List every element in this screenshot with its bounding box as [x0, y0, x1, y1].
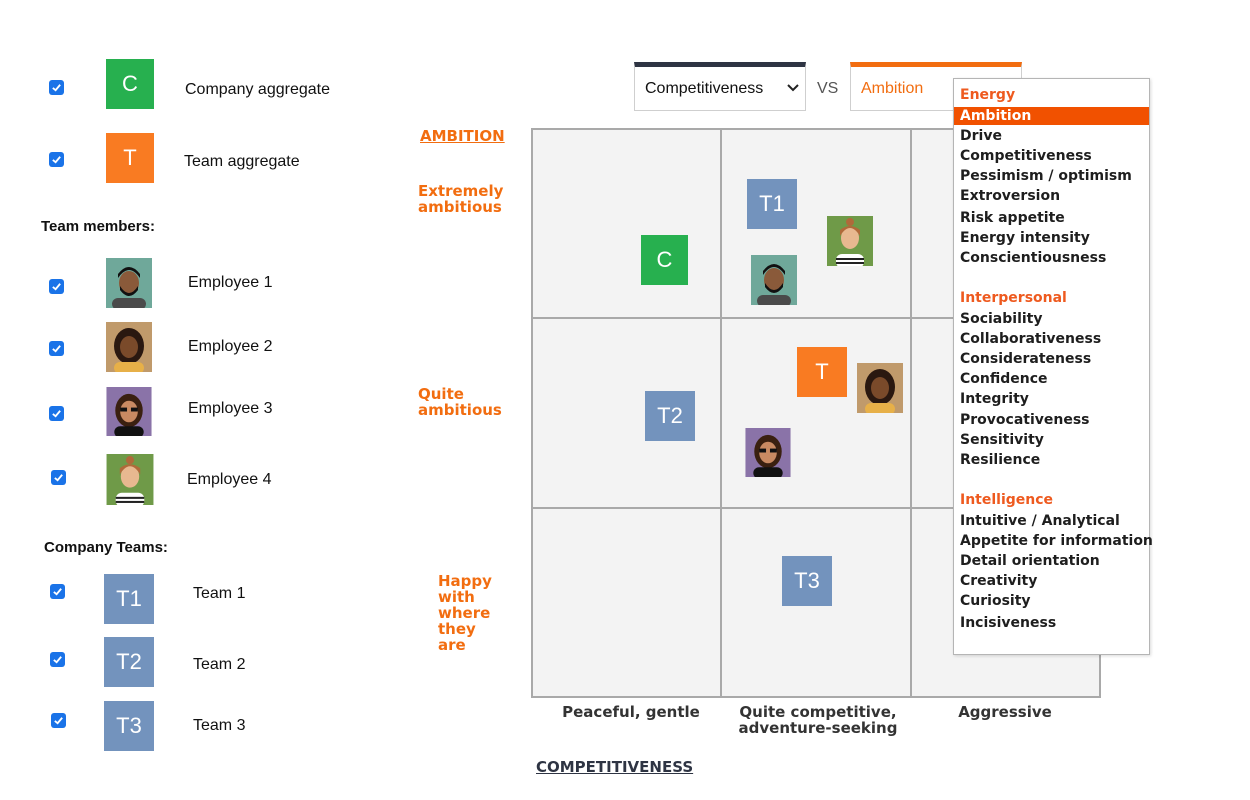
team-aggregate-label: Team aggregate	[184, 153, 300, 170]
check-icon	[51, 281, 62, 292]
company-aggregate-label: Company aggregate	[185, 81, 330, 98]
employee-1-checkbox[interactable]	[49, 279, 64, 294]
dropdown-option[interactable]: Conscientiousness	[960, 250, 1107, 266]
y-level-label: Happy with where they are	[438, 572, 492, 654]
team-members-title: Team members:	[41, 218, 155, 235]
dropdown-option[interactable]: Intuitive / Analytical	[960, 513, 1120, 529]
dropdown-option[interactable]: Considerateness	[960, 351, 1092, 367]
team-3-marker[interactable]: T3	[782, 556, 832, 606]
team-1-marker[interactable]: T1	[747, 179, 797, 229]
check-icon	[51, 408, 62, 419]
team-2-tile: T2	[104, 637, 154, 687]
team-1-tile: T1	[104, 574, 154, 624]
woman-glasses-avatar	[106, 387, 152, 436]
woman-curly-hair-avatar[interactable]	[857, 363, 903, 413]
y-axis-dropdown-list[interactable]	[953, 78, 1153, 655]
check-icon	[52, 654, 63, 665]
check-icon	[51, 343, 62, 354]
team-3-label: Team 3	[193, 717, 246, 734]
grid-cell	[532, 508, 721, 697]
company-teams-title: Company Teams:	[44, 539, 168, 556]
employee-2-label: Employee 2	[188, 338, 273, 355]
dropdown-option[interactable]: Drive	[960, 128, 1002, 144]
chevron-down-icon	[787, 83, 799, 93]
employee-2-checkbox[interactable]	[49, 341, 64, 356]
employee-4-label: Employee 4	[187, 471, 272, 488]
grid-cell	[532, 129, 721, 318]
dropdown-option[interactable]: Appetite for information	[960, 533, 1153, 549]
x-axis-select-value: Competitiveness	[645, 79, 764, 97]
team-aggregate-marker[interactable]: T	[797, 347, 847, 397]
dropdown-option[interactable]: Detail orientation	[960, 553, 1100, 569]
woman-curly-hair-avatar	[106, 322, 152, 372]
team-3-checkbox[interactable]	[51, 713, 66, 728]
team-2-checkbox[interactable]	[50, 652, 65, 667]
dropdown-option[interactable]: Collaborativeness	[960, 331, 1102, 347]
y-level-label: Extremely ambitious	[418, 182, 504, 216]
team-1-label: Team 1	[193, 585, 246, 602]
y-level-label: Quite ambitious	[418, 385, 502, 419]
x-level-label: Quite competitive, adventure-seeking	[738, 703, 898, 737]
dropdown-option[interactable]: Incisiveness	[960, 615, 1057, 631]
employee-1-label: Employee 1	[188, 274, 273, 291]
check-icon	[53, 472, 64, 483]
dropdown-option[interactable]: Ambition	[954, 107, 1149, 125]
check-icon	[53, 715, 64, 726]
check-icon	[51, 82, 62, 93]
dropdown-option[interactable]: Sociability	[960, 311, 1043, 327]
dropdown-group-interpersonal: Interpersonal	[960, 290, 1067, 306]
employee-3-label: Employee 3	[188, 400, 273, 417]
company-aggregate-checkbox[interactable]	[49, 80, 64, 95]
dropdown-option[interactable]: Curiosity	[960, 593, 1031, 609]
dropdown-option[interactable]: Risk appetite	[960, 210, 1065, 226]
employee-3-checkbox[interactable]	[49, 406, 64, 421]
employee-4-checkbox[interactable]	[51, 470, 66, 485]
dropdown-option[interactable]: Confidence	[960, 371, 1048, 387]
dropdown-option[interactable]: Resilience	[960, 452, 1041, 468]
check-icon	[51, 154, 62, 165]
team-aggregate-tile: T	[106, 133, 154, 183]
x-level-label: Peaceful, gentle	[562, 703, 700, 721]
dropdown-option[interactable]: Extroversion	[960, 188, 1061, 204]
y-axis-title: AMBITION	[420, 127, 505, 145]
company-marker[interactable]: C	[641, 235, 688, 285]
dropdown-group-intelligence: Intelligence	[960, 492, 1054, 508]
woman-bun-avatar[interactable]	[825, 216, 875, 266]
dropdown-group-energy: Energy	[960, 87, 1016, 103]
dropdown-option[interactable]: Sensitivity	[960, 432, 1044, 448]
company-aggregate-tile: C	[106, 59, 154, 109]
man-beard-avatar	[106, 258, 152, 308]
dropdown-option[interactable]: Integrity	[960, 391, 1029, 407]
team-3-tile: T3	[104, 701, 154, 751]
check-icon	[52, 586, 63, 597]
vs-label: VS	[817, 80, 839, 97]
woman-glasses-avatar[interactable]	[745, 428, 791, 477]
dropdown-option[interactable]: Competitiveness	[960, 148, 1092, 164]
dropdown-option[interactable]: Energy intensity	[960, 230, 1090, 246]
x-axis-select[interactable]	[634, 62, 806, 111]
dropdown-option[interactable]: Creativity	[960, 573, 1038, 589]
y-axis-select-value: Ambition	[861, 79, 924, 97]
man-beard-avatar[interactable]	[751, 255, 797, 305]
team-2-label: Team 2	[193, 656, 246, 673]
woman-bun-avatar	[105, 454, 155, 505]
team-aggregate-checkbox[interactable]	[49, 152, 64, 167]
x-axis-title: COMPETITIVENESS	[536, 758, 694, 776]
team-1-checkbox[interactable]	[50, 584, 65, 599]
dropdown-option[interactable]: Pessimism / optimism	[960, 168, 1132, 184]
dropdown-option[interactable]: Provocativeness	[960, 412, 1090, 428]
x-level-label: Aggressive	[958, 703, 1052, 721]
team-2-marker[interactable]: T2	[645, 391, 695, 441]
